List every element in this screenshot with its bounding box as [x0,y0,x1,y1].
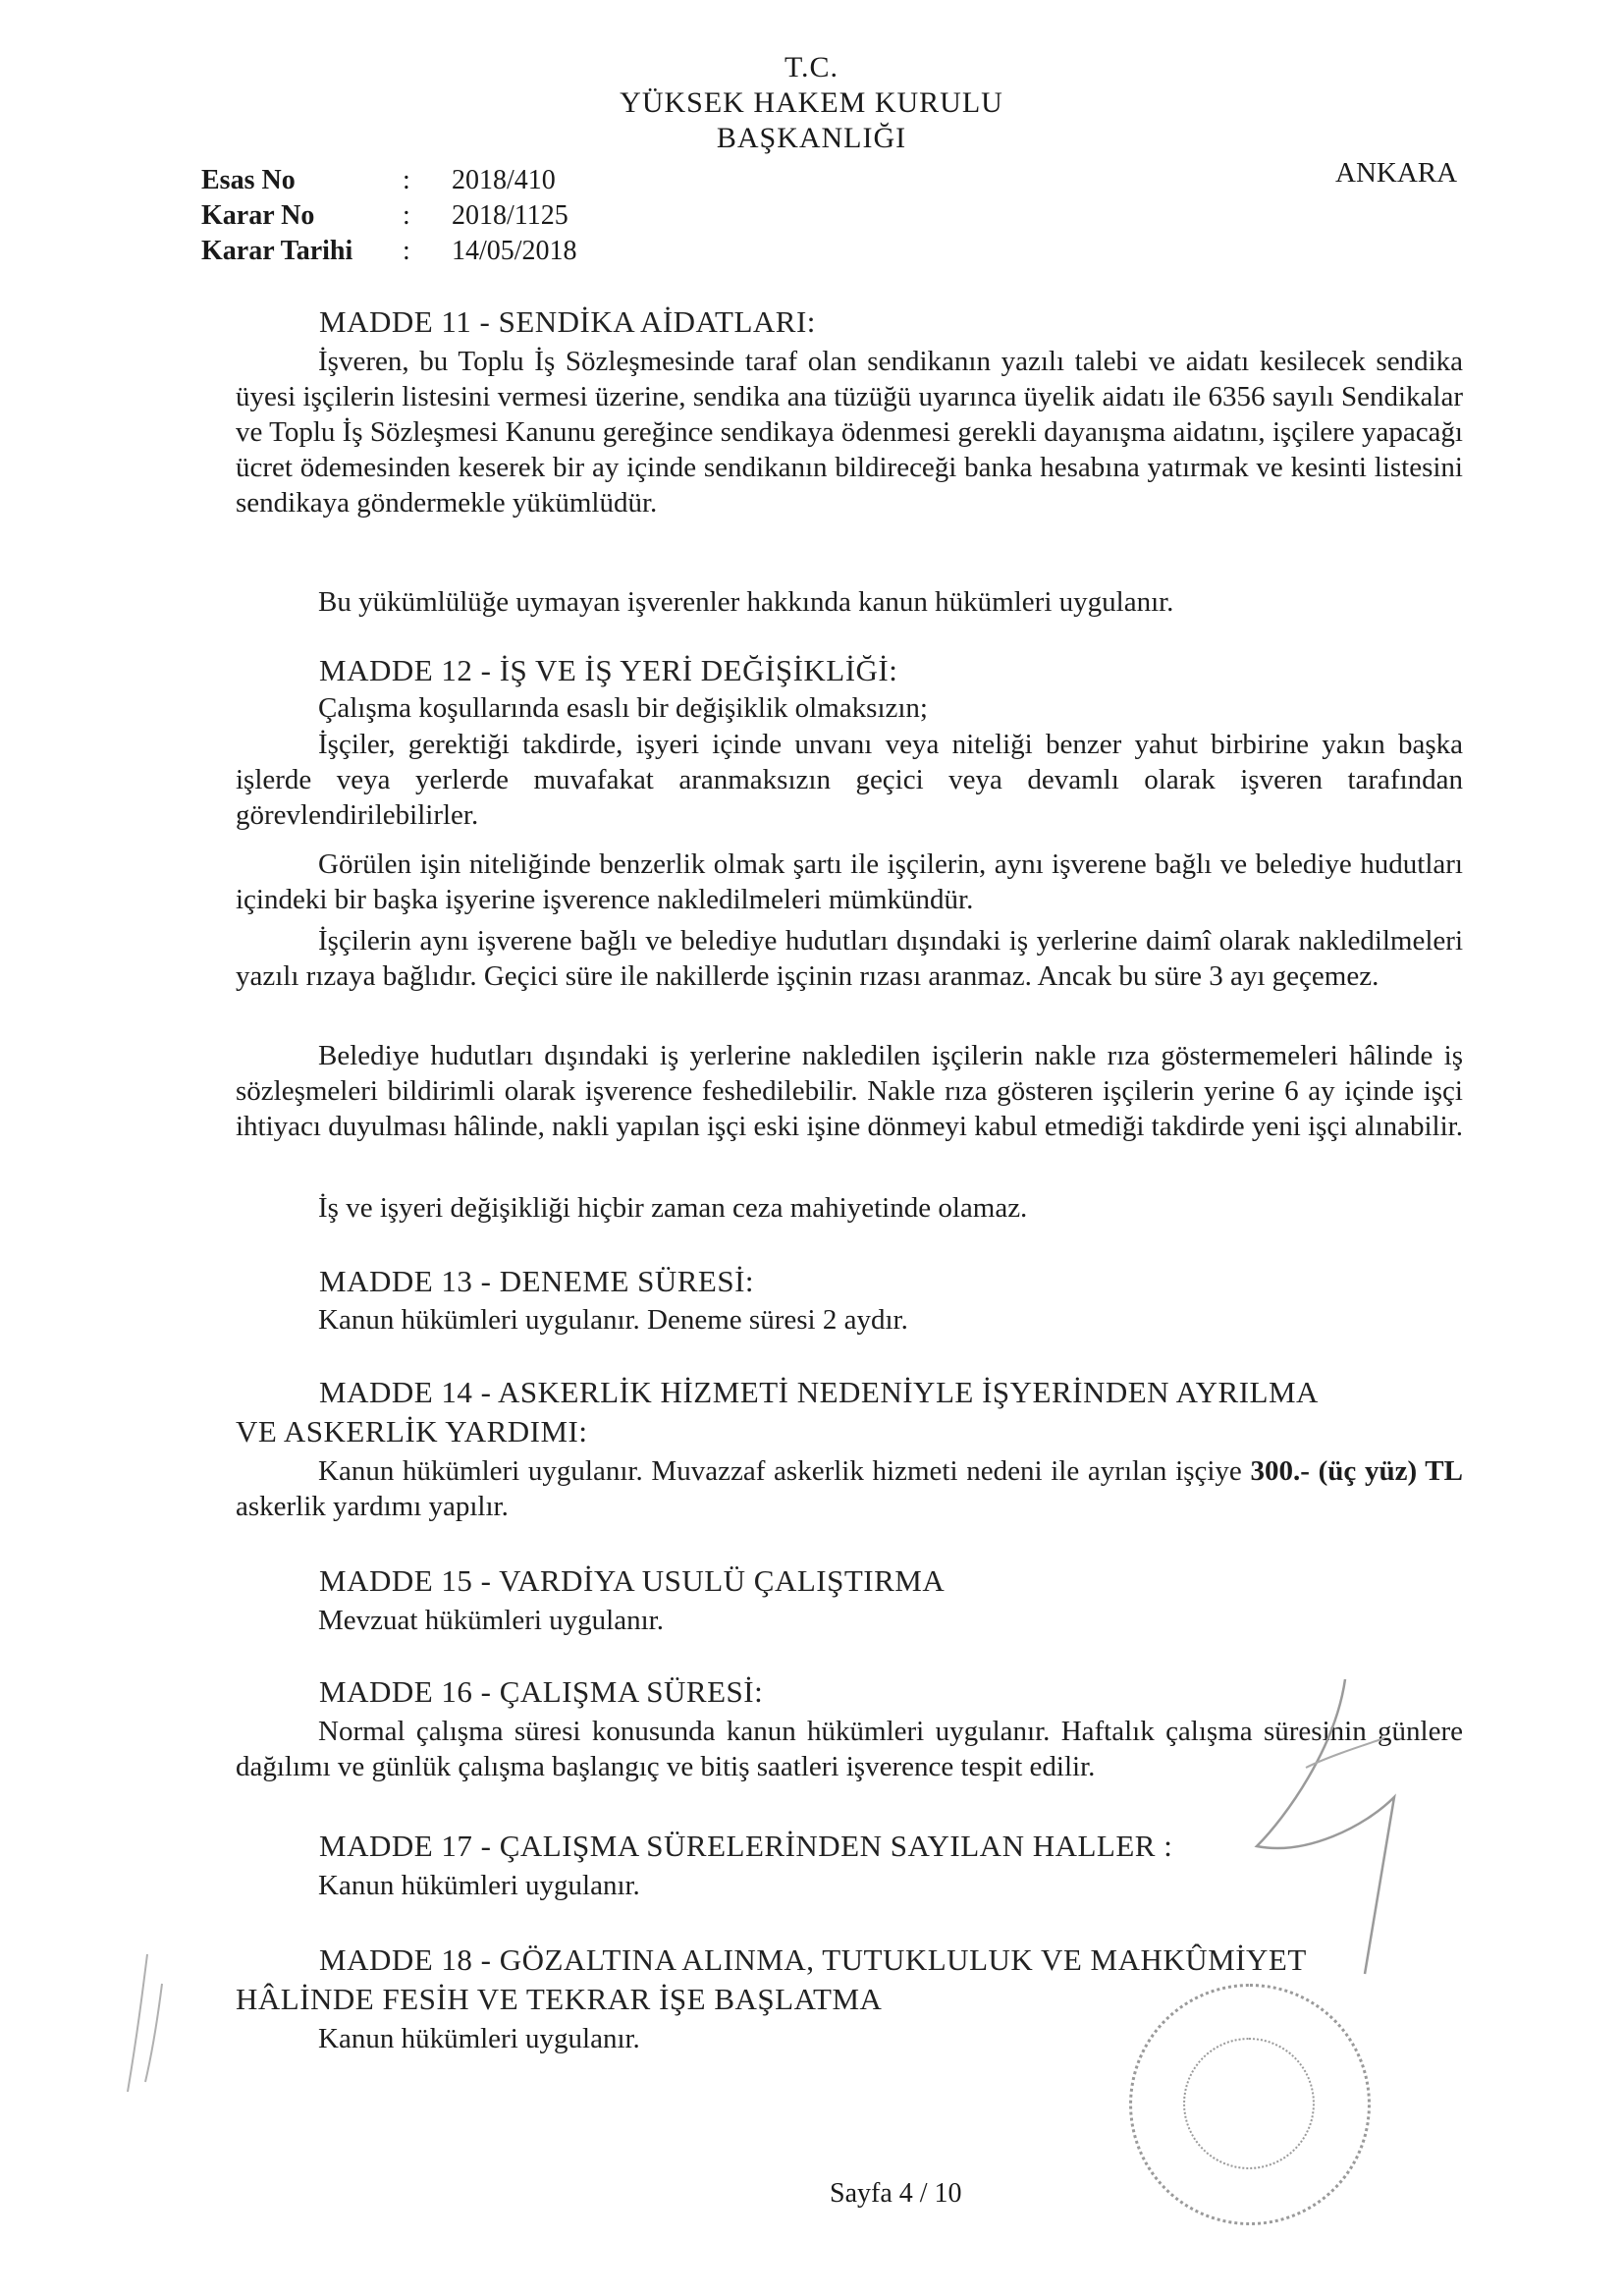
page-number: Sayfa 4 / 10 [830,2178,962,2209]
section-12-text-6: İş ve işyeri değişikliği hiçbir zaman ceza mahiyetinde olamaz. [318,1192,1028,1224]
header-institution: YÜKSEK HAKEM KURULU [620,86,1003,119]
section-12-paragraph-5 [236,1038,1463,1144]
section-15-paragraph-1 [236,1603,1463,1638]
section-11-paragraph-1 [236,344,1463,520]
section-12-paragraph-6 [236,1190,1463,1226]
section-13-paragraph-1 [236,1302,1463,1338]
section-11-text-1: İşveren, bu Toplu İş Sözleşmesinde taraf olan sendikanın yazılı talebi ve aidatı kesilecek sendika üyesi işçilerin listesini vermesi üzerine, sendika ana tüzüğü uyarınca üyelik aidatı ile 6356 sayılı Sendikalar ve Toplu İş Sözleşmesi Kanunu gereğince sendikaya ödenmesi gerekli dayanışma aidatını, işçilere yapacağı ücret ödemesinden keserek bir ay içinde sendikanın bildireceği banka hesabına yatırmak ve kesinti listesini sendikaya göndermekle yükümlüdür. [236,346,1463,519]
section-11-paragraph-2 [236,584,1463,620]
section-title-13: MADDE 13 - DENEME SÜRESİ: [319,1264,755,1298]
section-14-text-b: askerlik yardımı yapılır. [236,1491,509,1522]
section-12-paragraph-1 [236,690,1463,726]
meta-colon: : [403,165,410,195]
official-seal-inner-icon [1183,2038,1315,2169]
section-title-14-line-2: VE ASKERLİK YARDIMI: [236,1414,588,1449]
section-12-text-3: Görülen işin niteliğinde benzerlik olmak şartı ile işçilerin, aynı işverene bağlı ve belediye hudutları içindeki bir başka işyerine işverence nakledilmeleri mümkündür. [236,848,1463,915]
section-15-text-1: Mevzuat hükümleri uygulanır. [318,1605,664,1636]
section-16-text-1: Normal çalışma süresi konusunda kanun hükümleri uygulanır. Haftalık çalışma süresinin günlere dağılımı ve günlük çalışma başlangıç ve bitiş saatleri işverence tespit edilir. [236,1716,1463,1782]
section-title-14-line-1: MADDE 14 - ASKERLİK HİZMETİ NEDENİYLE İŞYERİNDEN AYRILMA [319,1375,1319,1409]
meta-colon: : [403,200,410,231]
section-12-paragraph-2 [236,727,1463,833]
meta-label-esas: Esas No [201,165,296,195]
section-12-text-1: Çalışma koşullarında esaslı bir değişiklik olmaksızın; [318,692,928,724]
section-12-text-5: Belediye hudutları dışındaki iş yerlerine nakledilen işçilerin nakle rıza göstermemeleri hâlinde iş sözleşmeleri bildirimli olarak işverence feshedilebilir. Nakle rıza gösteren işçilerin yerine 6 ay içinde işçi ihtiyacı duyulması hâlinde, nakli yapılan işçi eski işine dönmeyi kabul etmediği takdirde yeni işçi alınabilir. [236,1040,1463,1142]
section-11-text-2: Bu yükümlülüğe uymayan işverenler hakkında kanun hükümleri uygulanır. [318,586,1174,618]
section-12-text-2: İşçiler, gerektiği takdirde, işyeri içinde unvanı veya niteliği benzer yahut birbirine yakın başka işlerde veya yerlerde muvafakat aranmaksızın geçici veya devamlı olarak işveren tarafından görevlendirilebilirler. [236,729,1463,831]
meta-value-esas: 2018/410 [452,165,556,195]
meta-value-karar: 2018/1125 [452,200,568,231]
handwritten-mark [108,1944,187,2111]
section-18-text-1: Kanun hükümleri uygulanır. [318,2023,640,2054]
meta-colon: : [403,236,410,266]
header-presidency: BAŞKANLIĞI [716,122,907,154]
section-title-18-line-1: MADDE 18 - GÖZALTINA ALINMA, TUTUKLULUK VE MAHKÛMİYET [319,1942,1307,1977]
section-17-text-1: Kanun hükümleri uygulanır. [318,1870,640,1901]
handwritten-signature [1247,1660,1414,1994]
meta-label-tarih: Karar Tarihi [201,236,353,266]
section-title-15: MADDE 15 - VARDİYA USULÜ ÇALIŞTIRMA [319,1563,946,1598]
section-12-paragraph-3 [236,847,1463,917]
section-title-17: MADDE 17 - ÇALIŞMA SÜRELERİNDEN SAYILAN HALLER : [319,1829,1173,1863]
header-city: ANKARA [1335,157,1458,189]
section-14-amount: 300.- [1250,1455,1310,1487]
section-title-18-line-2: HÂLİNDE FESİH VE TEKRAR İŞE BAŞLATMA [236,1982,883,2016]
meta-label-karar: Karar No [201,200,315,231]
meta-value-tarih: 14/05/2018 [452,236,577,266]
header-tc: T.C. [784,51,839,83]
section-title-11: MADDE 11 - SENDİKA AİDATLARI: [319,304,816,339]
section-12-paragraph-4 [236,923,1463,994]
section-title-16: MADDE 16 - ÇALIŞMA SÜRESİ: [319,1674,764,1709]
section-title-12: MADDE 12 - İŞ VE İŞ YERİ DEĞİŞİKLİĞİ: [319,653,898,687]
section-14-amount-words: (üç yüz) TL [1318,1455,1463,1487]
section-14-paragraph-1 [236,1453,1463,1524]
section-12-text-4: İşçilerin aynı işverene bağlı ve belediye hudutları dışındaki iş yerlerine daimî olarak nakledilmeleri yazılı rızaya bağlıdır. Geçici süre ile nakillerde işçinin rızası aranmaz. Ancak bu süre 3 ayı geçemez. [236,925,1463,992]
section-13-text-1: Kanun hükümleri uygulanır. Deneme süresi 2 aydır. [318,1304,908,1336]
section-14-text-a: Kanun hükümleri uygulanır. Muvazzaf askerlik hizmeti nedeni ile ayrılan işçiye [318,1455,1242,1487]
